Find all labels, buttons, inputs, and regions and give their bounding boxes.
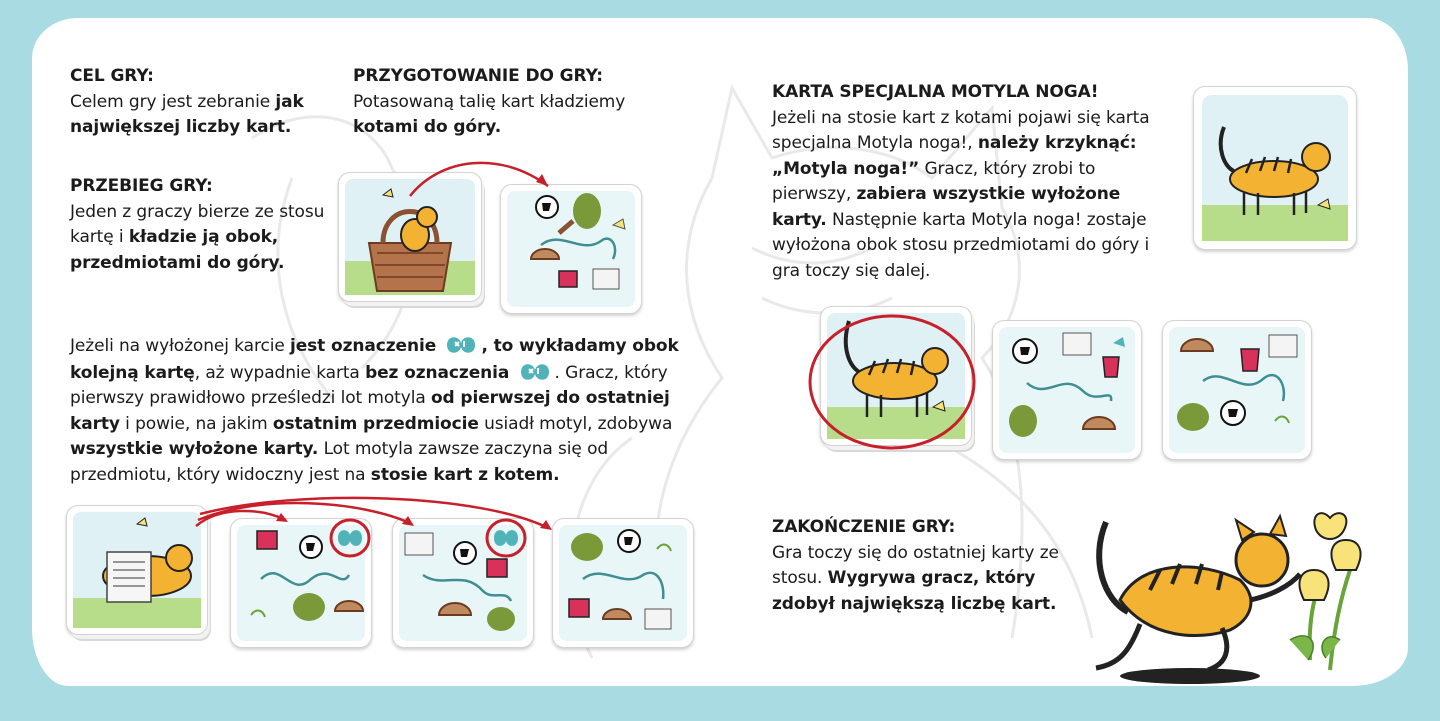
- special-b1: należy krzyknąć: „Motyla noga!”: [772, 133, 1137, 179]
- end-heading: ZAKOŃCZENIE GRY:: [772, 517, 956, 537]
- cat-newspaper-card: [66, 505, 208, 635]
- special-card-stack: [820, 306, 972, 446]
- goal-bold: jak największej liczby kart.: [70, 91, 304, 137]
- items-card-setup: [500, 184, 642, 314]
- items-card-special-1: [992, 320, 1142, 460]
- butterfly-marker-icon: [441, 333, 481, 357]
- special-t2: Gracz, który zrobi to pierwszy,: [772, 158, 1096, 204]
- special-b2: zabiera wszystkie wyłożone karty.: [772, 184, 1121, 230]
- special-heading: KARTA SPECJALNA MOTYLA NOGA!: [772, 82, 1099, 102]
- course-section: [70, 174, 325, 276]
- setup-bold: kotami do góry.: [353, 117, 502, 137]
- items-card-3: [552, 518, 694, 648]
- setup-section: [353, 64, 653, 141]
- marking-t5: usiadł motyl, zdobywa: [478, 413, 673, 434]
- setup-text: Potasowaną talię kart kładziemy: [353, 91, 626, 112]
- marking-b3: bez oznaczenia: [365, 362, 510, 383]
- marking-b5: ostatnim przedmiocie: [272, 413, 479, 434]
- butterfly-marker-crossed-icon: [515, 360, 555, 384]
- course-text: Jeden z graczy bierze ze stosu kartę i: [70, 201, 325, 247]
- items-card-1: [230, 518, 372, 648]
- setup-heading: PRZYGOTOWANIE DO GRY:: [353, 66, 603, 86]
- marking-b1: jest oznaczenie: [290, 336, 437, 356]
- items-card-special-2: [1162, 320, 1312, 460]
- items-card-2: [392, 518, 534, 648]
- marking-t3: . Gracz, który pierwszy prawidłowo prześledzi lot motyla: [70, 362, 668, 408]
- marking-t1: Jeżeli na wyłożonej karcie: [70, 336, 290, 356]
- special-section: [772, 80, 1172, 284]
- marking-b2: , to wykładamy obok kolejną kartę: [70, 336, 679, 383]
- goal-section: [70, 64, 330, 141]
- special-t3: Następnie karta Motyla noga! zostaje wyłożona obok stosu przedmiotami do góry i gra toczy się dalej.: [772, 209, 1150, 281]
- marking-b4: od pierwszej do ostatniej karty: [70, 388, 670, 434]
- end-b1: Wygrywa gracz, który zdobył największą liczbę kart.: [772, 568, 1057, 614]
- goal-text: Celem gry jest zebranie: [70, 91, 276, 112]
- goal-heading: CEL GRY:: [70, 66, 154, 86]
- course-bold: kładzie ją obok, przedmiotami do góry.: [70, 227, 285, 273]
- marking-t6: Lot motyla zawsze zaczyna się od przedmiotu, który widoczny jest na: [70, 439, 609, 485]
- marking-t4: i powie, na jakim: [119, 413, 273, 434]
- special-t1: Jeżeli na stosie kart z kotami pojawi się karta specjalna Motyla noga!,: [772, 107, 1150, 153]
- marking-paragraph: [70, 333, 690, 488]
- cat-basket-card: [338, 172, 482, 302]
- marking-b7: stosie kart z kotem.: [370, 464, 560, 485]
- cat-butterfly-card: [1193, 86, 1357, 250]
- end-section: [772, 515, 1062, 617]
- marking-b6: wszystkie wyłożone karty.: [70, 439, 319, 459]
- course-heading: PRZEBIEG GRY:: [70, 176, 213, 196]
- end-t1: Gra toczy się do ostatniej karty ze stosu.: [772, 542, 1059, 588]
- marking-t2: , aż wypadnie karta: [194, 362, 366, 383]
